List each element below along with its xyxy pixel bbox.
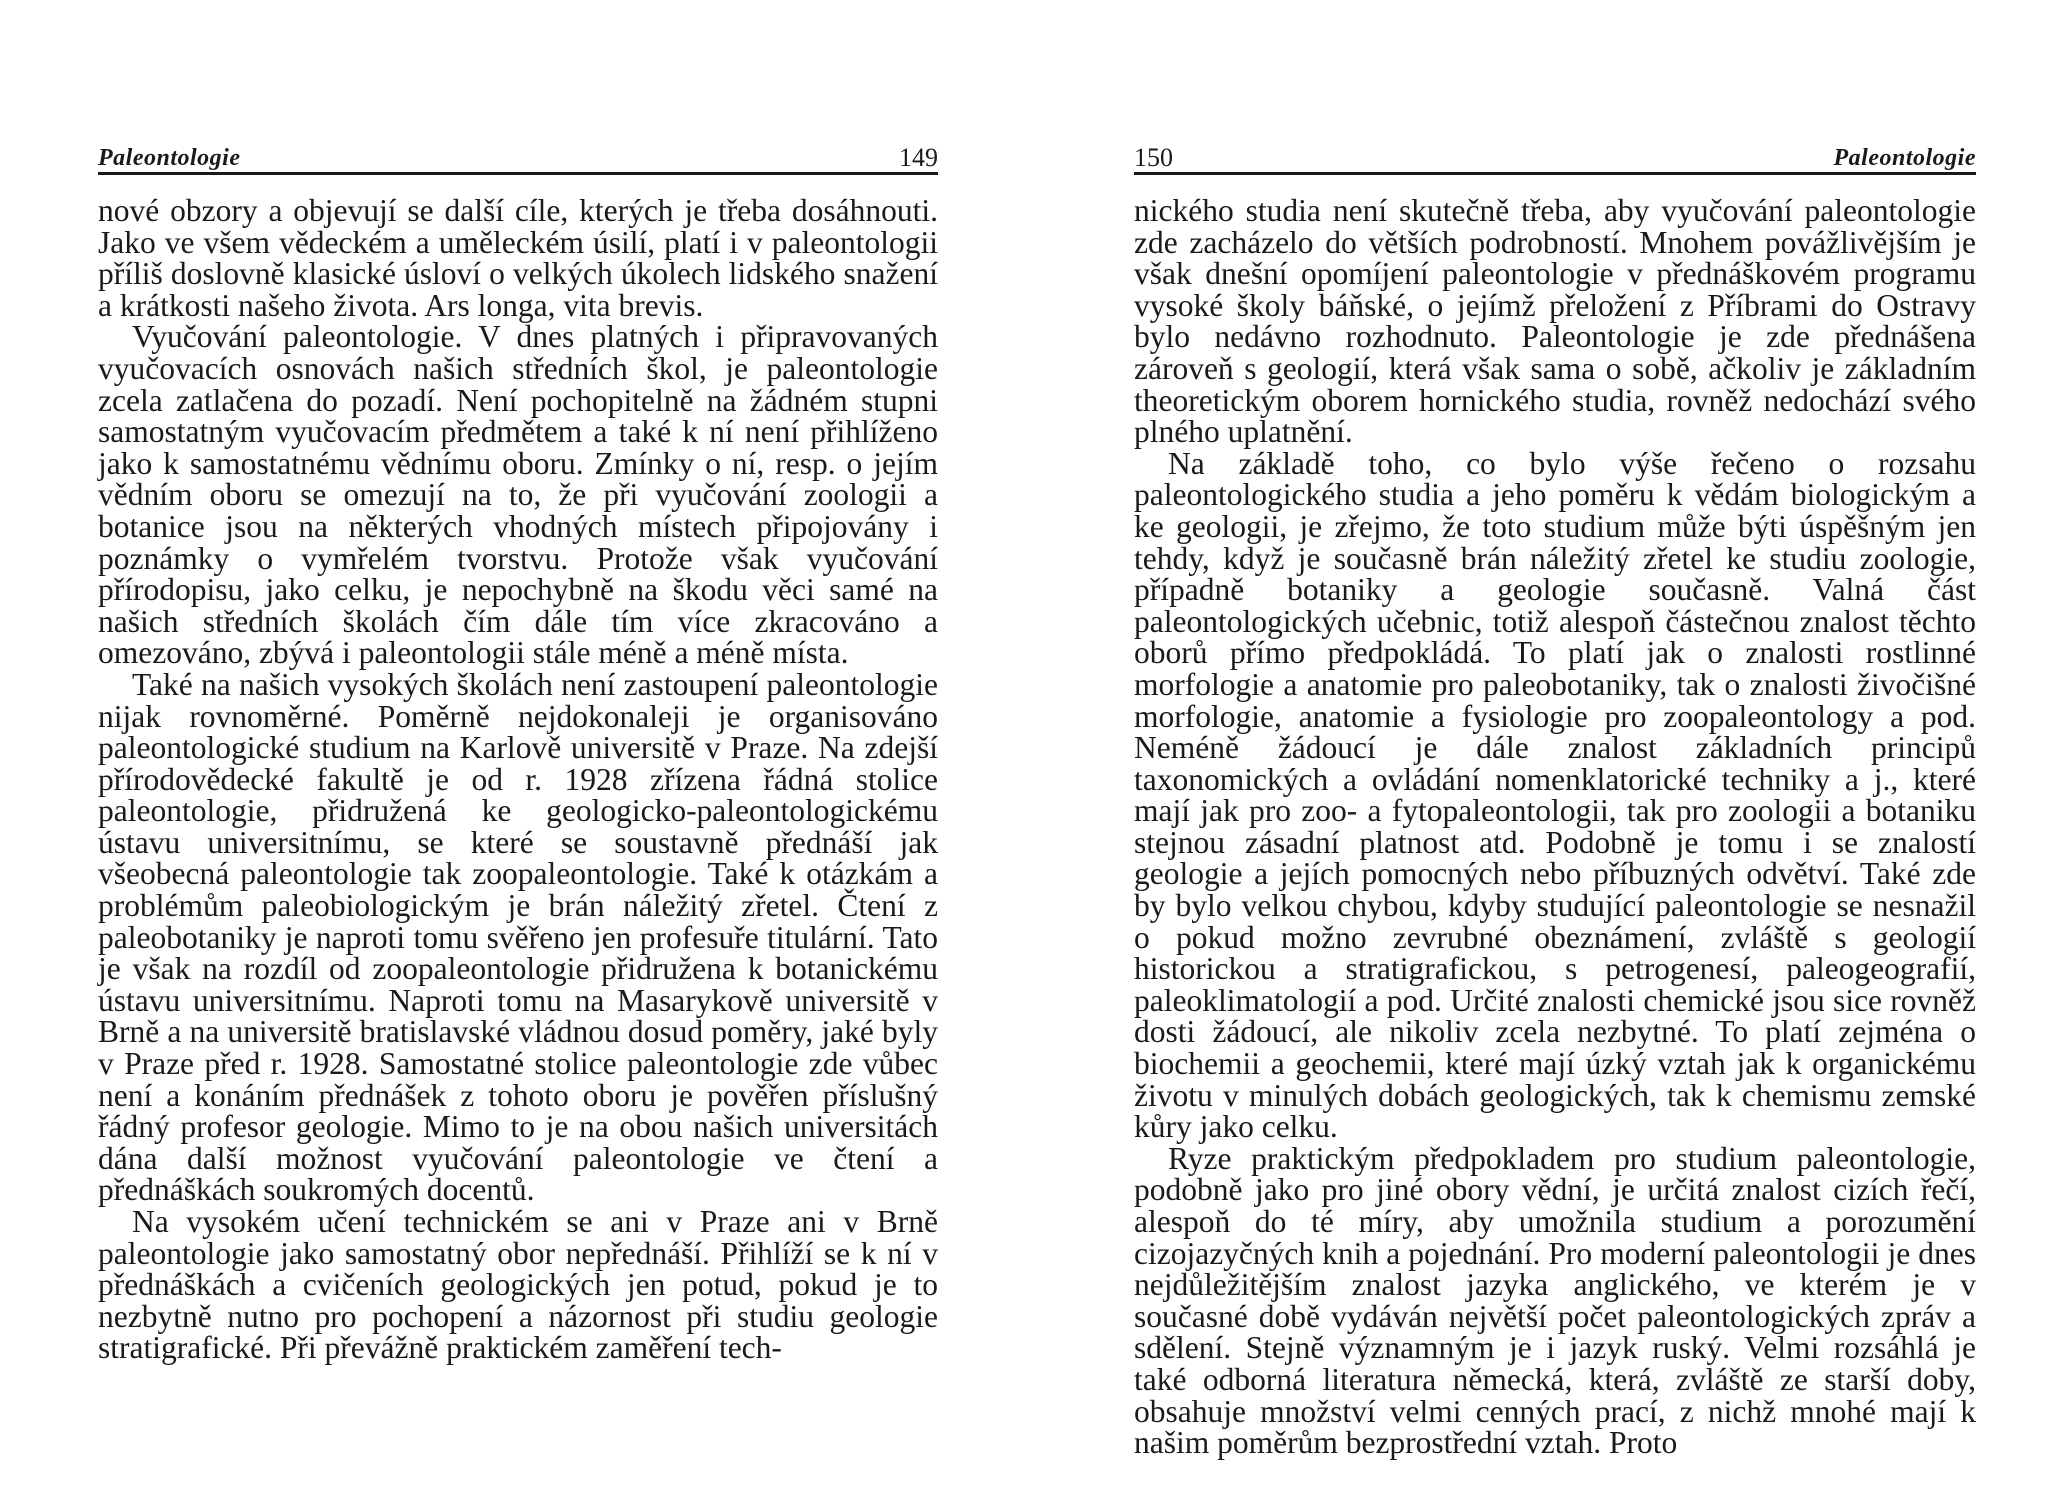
paragraph: nové obzory a objevují se další cíle, kterých je třeba dosáhnouti. Jako ve všem vědeckém a uměleckém úsilí, platí i v paleontologii příliš doslovně klasické úsloví o velkých úkolech lidského snažení a krátkosti našeho života. Ars longa, vita brevis. xyxy=(98,193,938,323)
running-head-left xyxy=(98,138,938,175)
paragraph: Na základě toho, co bylo výše řečeno o rozsahu paleontologického studia a jeho poměru k vědám biologickým a ke geologii, je zřejmo, že toto studium může býti úspěšným jen tehdy, když je současně brán náležitý zřetel ke studiu zoologie, případně botaniky a geologie současně. Valná část paleontologických učebnic, totiž alespoň částečnou znalost těchto oborů přímo předpokládá. To platí jak o znalosti rostlinné morfologie a anatomie pro paleobotaniky, tak o znalosti živočišné morfologie, anatomie a fysiologie pro zoopaleontology a pod. Neméně žádoucí je dále znalost základních principů taxonomických a ovládání nomenklatorické techniky a j., které mají jak pro zoo- a fytopaleontologii, tak pro zoologii a botaniku stejnou zásadní platnost atd. Podobně je tomu i se znalostí geologie a jejích pomocných nebo příbuzných odvětví. Také zde by bylo velkou chybou, kdyby studující paleontologie se nesnažil o pokud možno zevrubné obeznámení, zvláště s geologií historickou a stratigrafickou, s petrogenesí, paleogeografií, paleoklimatologií a pod. Určité znalosti chemické jsou sice rovněž dosti žádoucí, ale nikoliv zcela nezbytné. To platí zejména o biochemii a geochemii, které mají úzký vztah jak k organickému životu v minulých dobách geologických, tak k chemismu zemské kůry jako celku. xyxy=(1134,445,1976,1145)
right-page xyxy=(1134,138,1976,1459)
paragraph: Vyučování paleontologie. V dnes platných i připravovaných vyučovacích osnovách našich středních škol, je paleontologie zcela zatlačena do pozadí. Není pochopitelně na žádném stupni samostatným vyučovacím předmětem a také k ní není přihlíženo jako k samostatnému vědnímu oboru. Zmínky o ní, resp. o jejím vědním oboru se omezují na to, že při vyučování zoologii a botanice jsou na některých vhodných místech připojovány i poznámky o vymřelém tvorstvu. Protože však vyučování přírodopisu, jako celku, je nepochybně na škodu věci samé na našich středních školách čím dále tím více zkracováno a omezováno, zbývá i paleontologii stále méně a méně místa. xyxy=(98,319,938,671)
paragraph: nického studia není skutečně třeba, aby vyučování paleontologie zde zacházelo do větších podrobností. Mnohem povážlivějším je však dnešní opomíjení paleontologie v přednáškovém programu vysoké školy báňské, o jejímž přeložení z Příbrami do Ostravy bylo nedávno rozhodnuto. Paleontologie je zde přednášena zároveň s geologií, která však sama o sobě, ačkoliv je základním theoretickým oborem hornického studia, rovněž nedochází svého plného uplatnění. xyxy=(1134,193,1976,450)
running-head-right xyxy=(1134,138,1976,175)
paragraph: Ryze praktickým předpokladem pro studium paleontologie, podobně jako pro jiné obory vědní, je určitá znalost cizích řečí, alespoň do té míry, aby umožnila studium a porozumění cizojazyčných knih a pojednání. Pro moderní paleontologii je dnes nejdůležitějším znalost jazyka anglického, ve kterém je v současné době vydáván největší počet paleontologických zpráv a sdělení. Stejně významným je i jazyk ruský. Velmi rozsáhlá je také odborná literatura německá, která, zvláště ze starší doby, obsahuje množství velmi cenných prací, z nichž mnohé mají k našim poměrům bezprostřední vztah. Proto xyxy=(1134,1140,1976,1461)
paragraph: Na vysokém učení technickém se ani v Praze ani v Brně paleontologie jako samostatný obor nepřednáší. Přihlíží se k ní v přednáškách a cvičeních geologických jen potud, pokud je to nezbytně nutno pro pochopení a názornost při studiu geologie stratigrafické. Při převážně praktickém zaměření tech- xyxy=(98,1204,938,1366)
page-number: 150 xyxy=(1134,143,1173,172)
body-text-left xyxy=(98,195,938,1364)
paragraph: Také na našich vysokých školách není zastoupení paleontologie nijak rovnoměrné. Poměrně nejdokonaleji je organisováno paleontologické studium na Karlově universitě v Praze. Na zdejší přírodovědecké fakultě je od r. 1928 zřízena řádná stolice paleontologie, přidružená ke geologicko-paleontologickému ústavu universitnímu, se které se soustavně přednáší jak všeobecná paleontologie tak zoopaleontologie. Také k otázkám a problémům paleobiologickým je brán náležitý zřetel. Čtení z paleobotaniky je naproti tomu svěřeno jen profesuře titulární. Tato je však na rozdíl od zoopaleontologie přidružena k botanickému ústavu universitnímu. Naproti tomu na Masarykově universitě v Brně a na universitě bratislavské vládnou dosud poměry, jaké byly v Praze před r. 1928. Samostatné stolice paleontologie zde vůbec není a konáním přednášek z tohoto oboru je pověřen příslušný řádný profesor geologie. Mimo to je na obou našich universitách dána další možnost vyučování paleontologie ve čtení a přednáškách soukromých docentů. xyxy=(98,666,938,1208)
body-text-right xyxy=(1134,195,1976,1459)
running-title: Paleontologie xyxy=(98,145,241,171)
page-number: 149 xyxy=(899,143,938,172)
left-page xyxy=(98,138,938,1364)
running-title: Paleontologie xyxy=(1833,145,1976,171)
